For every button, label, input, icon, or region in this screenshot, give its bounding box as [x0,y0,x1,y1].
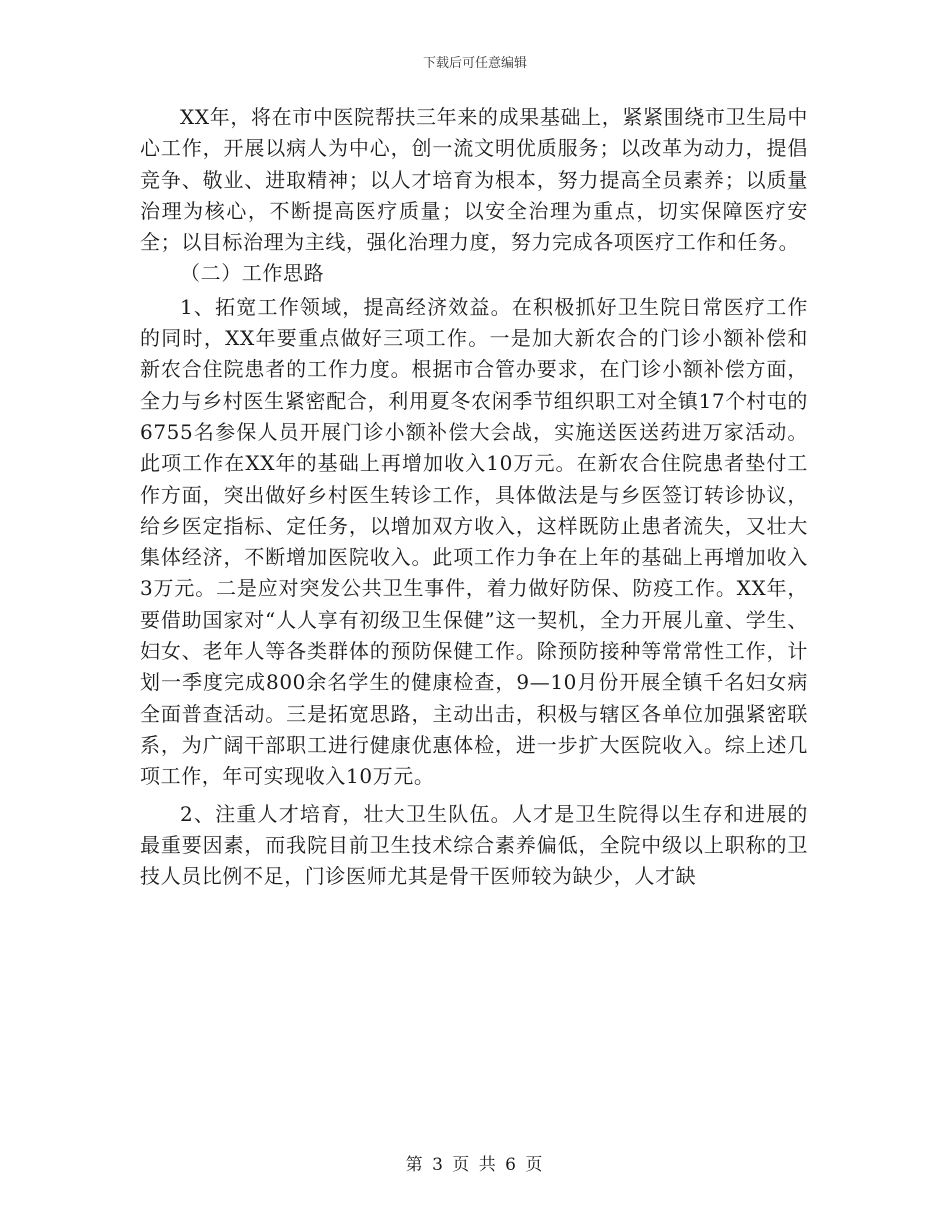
document-body [140,102,808,892]
page-header: 下载后可任意编辑 [422,56,527,71]
section-heading-work-ideas: （二）工作思路 [180,261,325,286]
paragraph-item-1: 1、拓宽工作领域，提高经济效益。在积极抓好卫生院日常医疗工作的同时，XX年要重点做好三项工作。一是加大新农合的门诊小额补偿和新农合住院患者的工作力度。根据市合管办要求，在门诊小额补偿方面，全力与乡村医生紧密配合，利用夏冬农闲季节组织职工对全镇17个村屯的6755名参保人员开展门诊小额补偿大会战，实施送医送药进万家活动。此项工作在XX年的基础上再增加收入10万元。在新农合住院患者垫付工作方面，突出做好乡村医生转诊工作，具体做法是与乡医签订转诊协议，给乡医定指标、定任务，以增加双方收入，这样既防止患者流失，又壮大集体经济，不断增加医院收入。此项工作力争在上年的基础上再增加收入3万元。二是应对突发公共卫生事件，着力做好防保、防疫工作。XX年，要借助国家对“人人享有初级卫生保健”这一契机，全力开展儿童、学生、妇女、老年人等各类群体的预防保健工作。除预防接种等常常性工作，计划一季度完成800余名学生的健康检查，9—10月份开展全镇千名妇女病全面普查活动。三是拓宽思路，主动出击，积极与辖区各单位加强紧密联系，为广阔干部职工进行健康优惠体检，进一步扩大医院收入。综上述几项工作，年可实现收入10万元。 [140,294,808,789]
paragraph-intro: XX年，将在市中医院帮扶三年来的成果基础上，紧紧围绕市卫生局中心工作，开展以病人为中心，创一流文明优质服务；以改革为动力，提倡竞争、敬业、进取精神；以人才培育为根本，努力提高全员素养；以质量治理为核心，不断提高医疗质量；以安全治理为重点，切实保障医疗安全；以目标治理为主线，强化治理力度，努力完成各项医疗工作和任务。 [140,105,808,255]
page-footer: 第 3 页 共 6 页 [405,1155,545,1175]
paragraph-item-2: 2、注重人才培育，壮大卫生队伍。人才是卫生院得以生存和进展的最重要因素，而我院目前卫生技术综合素养偏低，全院中级以上职称的卫技人员比例不足，门诊医师尤其是骨干医师较为缺少，人才缺 [140,801,808,889]
